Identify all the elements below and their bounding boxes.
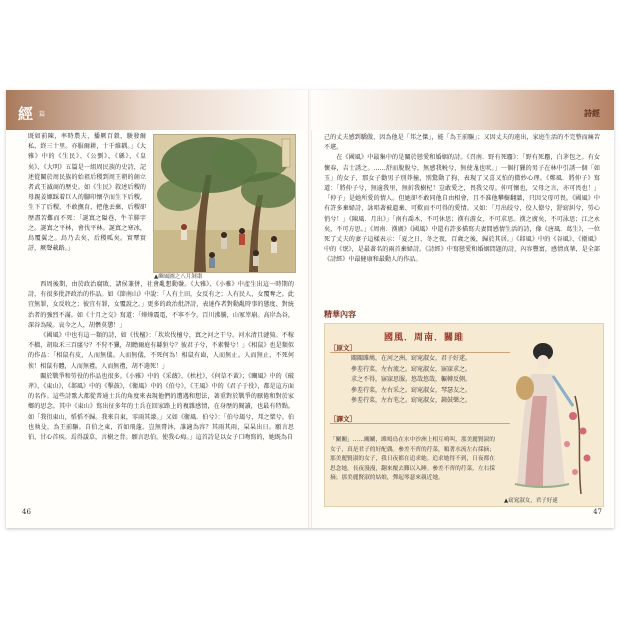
figure-caption: ▲窈窕淑女，君子好逑 <box>504 498 558 504</box>
divider <box>330 423 510 424</box>
translation-tag: ［譯文］ <box>330 415 356 423</box>
translation-text: 「關關」……關關，雎鳩鳥在水中沙洲上相互鳴叫，那美麗賢淑的女子，真是君子的好配偶。參差不齊的荇菜，順著水流左右採摘；那美麗賢淑的女子，我日夜都在追求她。追求她得不到，日夜都在思念她，長夜漫漫，翻來覆去難以入睡。參差不齊的荇菜，左右採摘；那美麗賢淑的姑娘，彈起琴瑟來親近她。 <box>330 437 495 482</box>
poem-line: 參差荇菜，左右采之。窈窕淑女，琴瑟友之。 <box>351 386 472 394</box>
right-text <box>324 133 600 266</box>
divider <box>330 352 510 353</box>
running-title: 詩經 <box>584 108 600 118</box>
paragraph: 既如前陳，率時農夫，播厥百穀，駿發爾私，終三十里。亦服爾耕，十千維耦。」《大雅》中的《生民》、《公劉》、《緜》、《皇矣》、《大明》五篇是一組周民族的史詩，記述從關於周民族的始祖后稷到周王朝的創立者武王滅商的歷史。如《生民》敘述后稷的母親姜嫄踩着巨人的腳印懷孕而生下后稷，生下了后稷，不敢撫育，把他丟棄，后稷卻歷盡苦難而不死：「誕寘之隘巷，牛羊腓字之。誕寘之平林，會伐平林。誕寘之寒冰，鳥覆翼之。鳥乃去矣，后稷呱矣。實覃實訏，厥聲載路。」 <box>28 133 146 253</box>
section-heading: 精華內容 <box>324 309 356 319</box>
paragraph: 己的丈夫感到驕傲，因為他是「邦之傑」，能「為王前驅」；又因丈夫的遠出，家庭生活的不完整而痛苦不堪。 <box>324 134 600 152</box>
excerpt-title: 國風．周南．關雎 <box>384 333 465 343</box>
section-brand-sub: 篇 <box>39 111 46 118</box>
section-brand: 經 <box>18 105 35 123</box>
book-spread <box>6 90 614 528</box>
painting-figure <box>153 134 296 273</box>
paragraph: 西周後期，由於政治腐敗，諸侯兼併，社會亂想動盪。《大雅》、《小雅》中產生出這一時期的詩，有很多批評政治的作品。如《節南山》中說：「人有土田，女反有之；人有民人，女覆奪之。此宜無罪，女反收之；彼宜有罪，女覆說之。」更多的政治批評詩，表達作者對動亂時事的態度、對統治者的強烈不滿。如《十月之交》寫道：「燁燁震電，不寧不令。百川沸騰，山冢崒崩。高岸為谷，深谷為陵。哀今之人，胡憯莫懲！」 <box>28 281 294 329</box>
painting-image <box>154 135 295 272</box>
header-band <box>311 90 614 130</box>
paragraph: 《國風》中也有這一類的詩，如《伐檀》：「坎坎伐檀兮，寘之河之干兮。河水清且漣猗。不稼不穡，胡取禾三百廛兮？不狩不獵，胡瞻爾庭有縣貆兮？彼君子兮，不素餐兮！」《相鼠》也是類似的作品：「相鼠有皮，人而無儀。人而無儀，不死何為！相鼠有齒，人而無止。人而無止，不死何俟！相鼠有體，人而無禮。人而無禮，胡不遄死！」 <box>28 332 294 370</box>
page-number: 47 <box>593 508 602 516</box>
page-number: 46 <box>22 508 31 516</box>
left-column-text <box>28 132 146 254</box>
poem-line: 求之不得，寤寐思服。悠哉悠哉，輾轉反側。 <box>351 376 472 384</box>
left-wide-text <box>28 280 294 443</box>
lady-image <box>503 336 599 494</box>
poem-text <box>351 354 471 407</box>
poem-line: 參差荇菜，左右流之。窈窕淑女，寤寐求之。 <box>351 365 472 373</box>
paragraph: 在《國風》中最集中的是關於戀愛和婚姻的詩。《召南．野有死麕》：「野有死麕，白茅包之。有女懷春，吉士誘之。……舒而脫脫兮，無感我帨兮，無使尨也吠。」一個打獵的男子在林中引誘一個「如玉」的女子，那女子勸男子別莽撞，別驚動了狗，表現了又喜又怕的微妙心理。《鄭風．將仲子》寫道：「將仲子兮，無逾我里，無折我樹杞！豈敢愛之，畏我父母。仲可懷也，父母之言，亦可畏也！」「仲子」是她所愛的情人。但她卻不敢同他自由相會，且不准他攀樹翻牆，只因父母可畏。《國風》中有許多棄婦詩，詠唱著被遺棄、可歎而不可得的愛情。又如：「月出皎兮，佼人僚兮，舒窈糾兮，勞心悄兮！」《陳風．月出》」「南有喬木，不可休思；漢有游女，不可求思。漢之廣矣，不可泳思；江之永矣，不可方思。」《周南．漢廣》《國風》中還有許多描寫夫妻間感情生活的詩，像《唐風．葛生》，一位死了丈夫的妻子這樣表示：「夏之日，冬之夜，百歲之後，歸於其居。」《邶風》中的《谷風》、《衛風》中的《氓》，是最著名的兩首棄婦詩。《詩經》中寫戀愛和婚姻問題的詩，內容豐富，感情真摯，是全部《詩經》中最健康和最動人的作品。 <box>324 154 600 264</box>
original-tag: ［原文］ <box>330 344 356 352</box>
paragraph: 關於戰爭和勞役的作品也很多。《小雅》中的《采薇》、《杕杜》、《何草不黃》；《豳風》中的《破斧》、《東山》，《邶風》中的《擊鼓》，《衛風》中的《伯兮》，《王風》中的《君子于役》，都是這方面的名作。這些詩歌大都從普通士兵的角度來表現他們的遭遇和想法，著重對於戰爭的厭倦和對於家鄉的思念。其中《東山》寫出征多年的士兵在回家路上的複雜感情，在身歷的閱讀，也最有特點。如「我徂東山，慆慆不歸。我來自東，零雨其濛。」又如《衛風．伯兮》：「伯兮朅兮，邦之桀兮。伯也執殳，為王前驅。自伯之東，首如飛蓬。豈無膏沐，誰適為容？其雨其雨，杲杲出日。願言思伯，甘心首疾。焉得諼草，言樹之背。願言思伯，使我心痗。」這首詩是以女子口吻寫的，她既為自 <box>28 372 294 442</box>
poem-line: 關關雎鳩，在河之洲。窈窕淑女，君子好逑。 <box>351 355 472 362</box>
left-page <box>6 90 309 528</box>
lady-figure <box>503 336 599 494</box>
figure-caption: ▲豳風圖之八月剝棗 <box>154 274 203 280</box>
header-band <box>6 90 309 130</box>
right-page <box>311 90 614 528</box>
poem-line: 參差荇菜，左右芼之。窈窕淑女，鐘鼓樂之。 <box>351 397 472 405</box>
